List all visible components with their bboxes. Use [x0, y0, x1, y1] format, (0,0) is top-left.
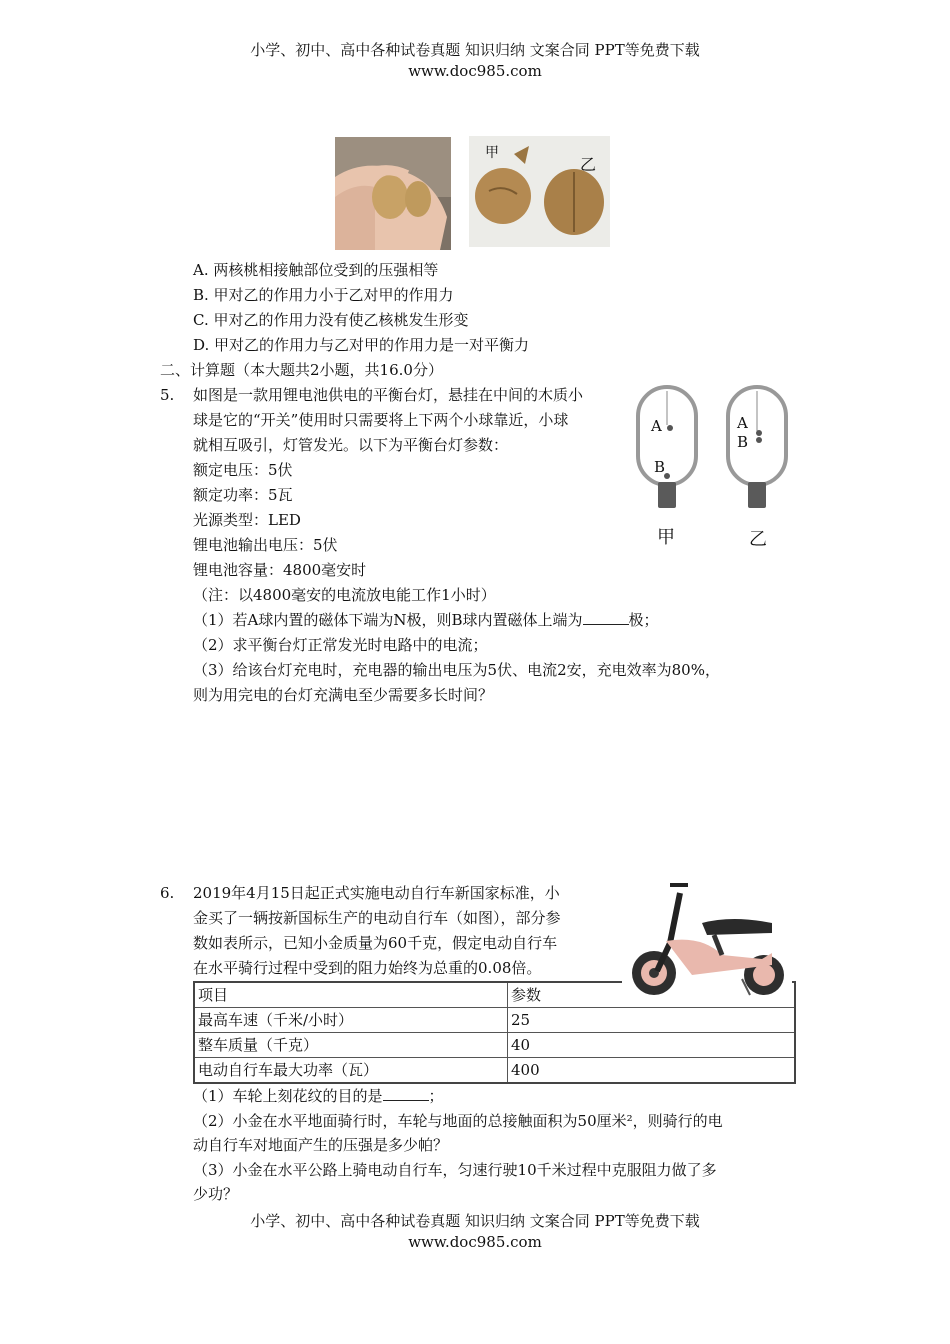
q6-number: 6.	[160, 884, 175, 902]
table-cell: 整车质量（千克）	[194, 1033, 508, 1058]
q6-sub1	[193, 1085, 444, 1107]
q5-line: 就相互吸引，灯管发光。以下为平衡台灯参数：	[193, 436, 509, 454]
q5-line: 额定功率：5瓦	[193, 486, 293, 504]
q5-line: 球是它的“开关”使用时只需要将上下两个小球靠近，小球	[193, 411, 569, 429]
q5-sub3-cont: 则为用完电的台灯充满电至少需要多长时间？	[193, 686, 494, 704]
q5-sub1	[193, 609, 659, 631]
lamp-label-b: B	[737, 433, 749, 451]
page-footer	[0, 1211, 950, 1253]
electric-bicycle-photo	[622, 883, 792, 1003]
q5-line: 锂电池容量：4800毫安时	[193, 561, 367, 579]
answer-blank[interactable]	[583, 609, 629, 625]
walnut-label-yi: 乙	[580, 155, 597, 174]
option-d: D. 甲对乙的作用力与乙对甲的作用力是一对平衡力	[193, 336, 530, 354]
walnut-pair-photo	[469, 136, 610, 247]
table-cell: 最高车速（千米/小时）	[194, 1008, 508, 1033]
option-a: A. 两核桃相接触部位受到的压强相等	[193, 261, 439, 279]
q6-line: 数如表所示，已知小金质量为60千克，假定电动自行车	[193, 934, 558, 952]
table-cell: 40	[508, 1033, 796, 1058]
q6-line: 2019年4月15日起正式实施电动自行车新国家标准，小	[193, 884, 560, 902]
table-cell: 25	[508, 1008, 796, 1033]
q5-line: （注：以4800毫安的电流放电能工作1小时）	[193, 586, 496, 604]
q6-line: 金买了一辆按新国标生产的电动自行车（如图），部分参	[193, 909, 561, 927]
header-line-1: 小学、初中、高中各种试卷真题 知识归纳 文案合同 PPT等免费下载	[250, 41, 700, 59]
footer-line-1: 小学、初中、高中各种试卷真题 知识归纳 文案合同 PPT等免费下载	[250, 1212, 700, 1230]
page-header	[0, 40, 950, 82]
q5-sub3: （3）给该台灯充电时，充电器的输出电压为5伏、电流2安，充电效率为80%，	[193, 661, 720, 679]
lamp-label-b: B	[654, 458, 666, 476]
walnut-label-jia: 甲	[485, 145, 499, 161]
q5-line: 锂电池输出电压：5伏	[193, 536, 338, 554]
q5-number: 5.	[160, 386, 175, 404]
table-header-cell: 项目	[194, 982, 508, 1008]
table-header-cell: 参数	[508, 982, 796, 1008]
q5-line: 如图是一款用锂电池供电的平衡台灯，悬挂在中间的木质小	[193, 386, 584, 404]
q5-line: 额定电压：5伏	[193, 461, 293, 479]
table-row	[194, 1058, 795, 1084]
q6-sub2: （2）小金在水平地面骑行时，车轮与地面的总接触面积为50厘米²，则骑行的电	[193, 1112, 723, 1130]
q5-line: 光源类型：LED	[193, 511, 301, 529]
q6-line: 在水平骑行过程中受到的阻力始终为总重的0.08倍。	[193, 959, 542, 977]
table-row	[194, 1033, 795, 1058]
option-c: C. 甲对乙的作用力没有使乙核桃发生形变	[193, 311, 469, 329]
balance-lamp-figure	[630, 385, 790, 550]
q6-sub1-suffix: ；	[428, 1087, 444, 1105]
walnut-hand-photo	[335, 137, 451, 250]
table-cell: 电动自行车最大功率（瓦）	[194, 1058, 508, 1084]
q6-sub1-text: （1）车轮上刻花纹的目的是	[193, 1087, 383, 1105]
lamp-label-jia: 甲	[657, 527, 675, 548]
section-title: 二、计算题（本大题共2小题，共16.0分）	[160, 361, 443, 379]
q6-sub2-cont: 动自行车对地面产生的压强是多少帕？	[193, 1136, 449, 1154]
lamp-label-yi: 乙	[749, 529, 767, 550]
table-cell: 400	[508, 1058, 796, 1084]
lamp-label-a: A	[651, 417, 662, 435]
q6-sub3-cont: 少功？	[193, 1185, 239, 1203]
answer-blank[interactable]	[383, 1085, 429, 1101]
header-url: www.doc985.com	[408, 62, 542, 80]
footer-url: www.doc985.com	[408, 1233, 542, 1251]
q5-sub1-suffix: 极；	[628, 611, 659, 629]
table-row	[194, 1008, 795, 1033]
option-b: B. 甲对乙的作用力小于乙对甲的作用力	[193, 286, 454, 304]
lamp-label-a: A	[737, 414, 748, 432]
q5-sub1-text: （1）若A球内置的磁体下端为N极，则B球内置磁体上端为	[193, 611, 583, 629]
q5-sub2: （2）求平衡台灯正常发光时电路中的电流；	[193, 636, 488, 654]
q6-sub3: （3）小金在水平公路上骑电动自行车，匀速行驶10千米过程中克服阻力做了多	[193, 1161, 717, 1179]
